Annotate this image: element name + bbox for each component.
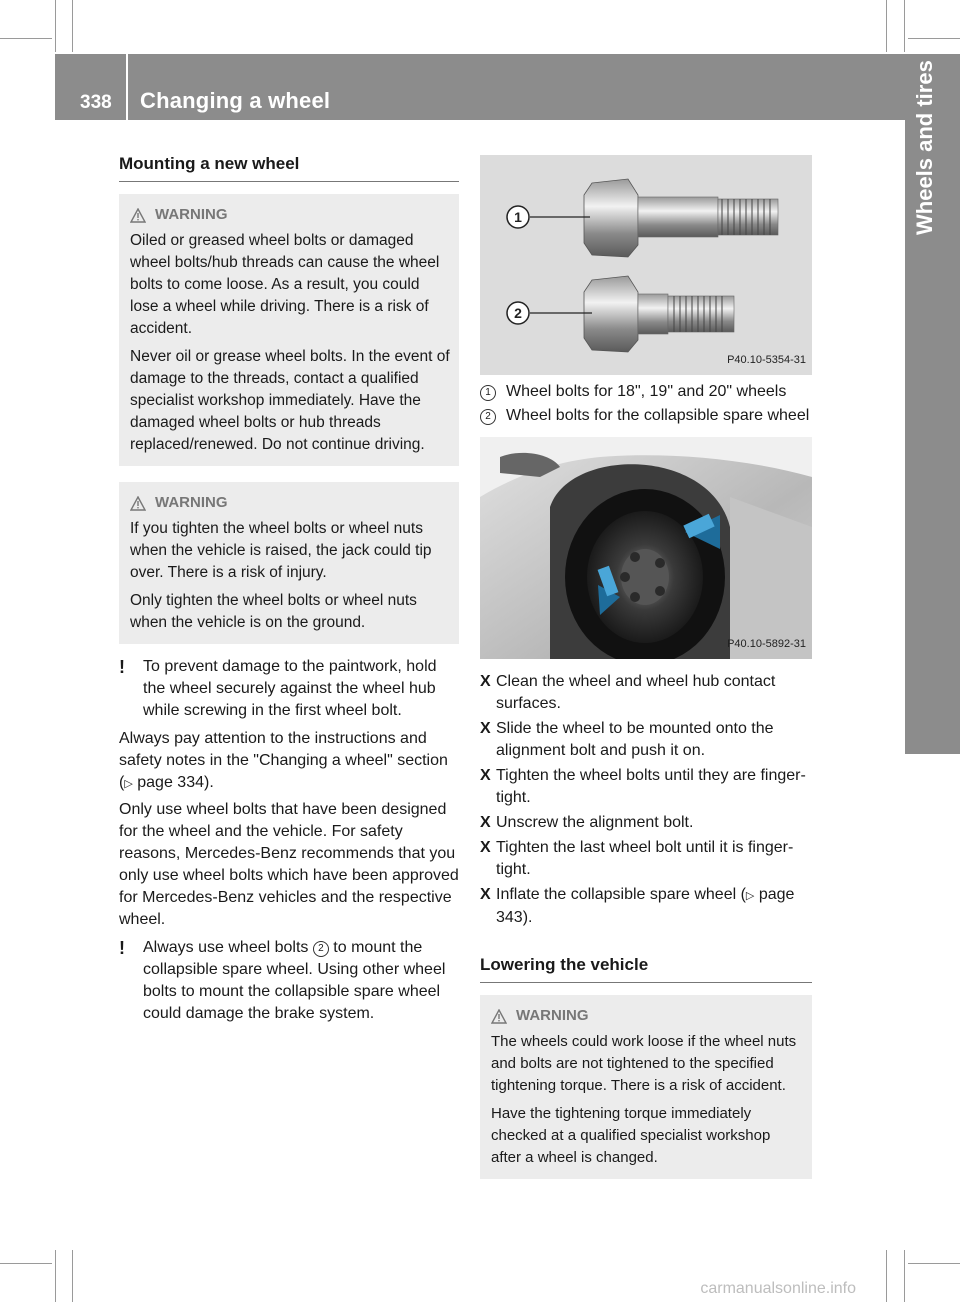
instruction-step <box>480 671 812 715</box>
warning-text: Never oil or grease wheel bolts. In the event of damage to the threads, contact a qualified specialist workshop immediately. Have the damaged wheel bolts or hub threads replaced/renewed. Do not continue driving. <box>130 348 450 453</box>
body-paragraph: Only use wheel bolts that have been designed for the wheel and the vehicle. For safety reasons, Mercedes-Benz recommends that you only use wheel bolts which have been approved for Mercedes-Benz vehicles and the respective wheel. <box>119 801 459 928</box>
callout-number: 1 <box>480 385 496 401</box>
spare-wheel-illustration <box>480 437 812 659</box>
instruction-step <box>480 837 812 881</box>
header-divider <box>126 54 128 120</box>
step-marker-icon: X <box>480 720 491 737</box>
section-tab-label: Wheels and tires <box>912 60 937 235</box>
right-column <box>480 150 812 1179</box>
crop-mark <box>904 1250 905 1302</box>
warning-triangle-icon <box>491 1009 507 1024</box>
warning-triangle-icon <box>130 496 146 511</box>
warning-label: WARNING <box>155 494 228 511</box>
step-text: Unscrew the alignment bolt. <box>496 814 694 831</box>
warning-text: Oiled or greased wheel bolts or damaged wheel bolts/hub threads can cause the wheel bolts to come loose. As a result, you could lose a wheel while driving. There is a risk of accident. <box>130 232 440 337</box>
step-text-part: Inflate the collapsible spare wheel ( <box>496 886 746 903</box>
paragraph-text: Always pay attention to the instructions and safety notes in the "Changing a wheel" section ( <box>119 730 448 791</box>
figure-code: P40.10-5892-31 <box>727 638 806 650</box>
callout-number: 2 <box>313 941 329 957</box>
crop-mark <box>72 1250 73 1302</box>
warning-text: If you tighten the wheel bolts or wheel nuts when the vehicle is raised, the jack could tip over. There is a risk of injury. <box>130 520 432 581</box>
left-column <box>119 150 459 1025</box>
warning-box <box>119 194 459 466</box>
crop-mark <box>908 38 960 39</box>
legend-text: Wheel bolts for 18", 19" and 20" wheels <box>506 383 787 400</box>
instruction-steps <box>480 671 812 929</box>
warning-header <box>130 492 451 514</box>
section-heading: Lowering the vehicle <box>480 951 812 983</box>
crop-mark <box>886 1250 887 1302</box>
step-text: Slide the wheel to be mounted onto the alignment bolt and push it on. <box>496 720 774 759</box>
watermark-url: carmanualsonline.info <box>700 1280 856 1297</box>
triangle-right-icon: ▷ <box>745 890 755 902</box>
step-marker-icon: X <box>480 673 491 690</box>
warning-label: WARNING <box>155 206 228 223</box>
note-text-part: to mount the collapsible spare wheel. Using other wheel bolts to mount the collapsible spare wheel could damage the brake system. <box>143 939 446 1022</box>
figure-code: P40.10-5354-31 <box>727 354 806 366</box>
note-text: To prevent damage to the paintwork, hold the wheel securely against the wheel hub while screwing in the first wheel bolt. <box>143 658 437 719</box>
step-text: Tighten the last wheel bolt until it is finger-tight. <box>496 839 794 878</box>
callout-number: 2 <box>480 409 496 425</box>
section-heading: Mounting a new wheel <box>119 150 459 182</box>
caution-note <box>119 937 459 1025</box>
crop-mark <box>908 1263 960 1264</box>
triangle-right-icon: ▷ <box>124 778 133 790</box>
exclamation-icon: ! <box>119 657 125 677</box>
warning-label: WARNING <box>516 1007 589 1024</box>
crop-mark <box>55 0 56 52</box>
instruction-step <box>480 812 812 834</box>
step-text: Clean the wheel and wheel hub contact surfaces. <box>496 673 776 712</box>
chapter-title: Changing a wheel <box>140 88 331 113</box>
step-marker-icon: X <box>480 839 491 856</box>
step-marker-icon: X <box>480 814 491 831</box>
step-text-part: ). <box>522 909 533 926</box>
crop-mark <box>55 1250 56 1302</box>
crop-mark <box>0 1263 52 1264</box>
wheel-bolts-illustration <box>480 155 812 375</box>
body-paragraph <box>119 728 459 795</box>
step-text <box>496 884 812 929</box>
exclamation-icon: ! <box>119 938 125 958</box>
paragraph-text: ). <box>203 774 214 791</box>
spare-wheel-figure <box>480 437 812 659</box>
warning-text: Have the tightening torque immediately checked at a qualified specialist workshop after a wheel is changed. <box>491 1105 771 1166</box>
crop-mark <box>0 38 52 39</box>
warning-box <box>480 995 812 1179</box>
legend-item <box>480 405 812 427</box>
page-reference-link[interactable]: page 334 <box>137 774 204 791</box>
note-text-part: Always use wheel bolts <box>143 939 313 956</box>
warning-header <box>130 204 451 226</box>
legend-item <box>480 381 812 403</box>
warning-text: The wheels could work loose if the wheel nuts and bolts are not tightened to the specified tightening torque. There is a risk of accident. <box>491 1033 797 1094</box>
warning-box <box>119 482 459 644</box>
warning-triangle-icon <box>130 208 146 223</box>
wheel-bolts-figure <box>480 155 812 375</box>
figure-legend <box>480 381 812 427</box>
instruction-step <box>480 884 812 929</box>
note-text <box>143 937 459 1025</box>
crop-mark <box>886 0 887 52</box>
page-reference-link[interactable]: page 343 <box>496 886 795 926</box>
warning-text: Only tighten the wheel bolts or wheel nuts when the vehicle is on the ground. <box>130 592 417 631</box>
step-marker-icon: X <box>480 767 491 784</box>
page-number: 338 <box>80 92 112 113</box>
step-marker-icon: X <box>480 886 491 903</box>
instruction-step <box>480 718 812 762</box>
callout-1-label: 1 <box>514 209 522 225</box>
warning-header <box>491 1005 804 1027</box>
caution-note <box>119 656 459 722</box>
callout-2-label: 2 <box>514 305 522 321</box>
instruction-step <box>480 765 812 809</box>
legend-text: Wheel bolts for the collapsible spare wheel <box>506 407 810 424</box>
crop-mark <box>904 0 905 52</box>
crop-mark <box>72 0 73 52</box>
step-text: Tighten the wheel bolts until they are finger-tight. <box>496 767 806 806</box>
